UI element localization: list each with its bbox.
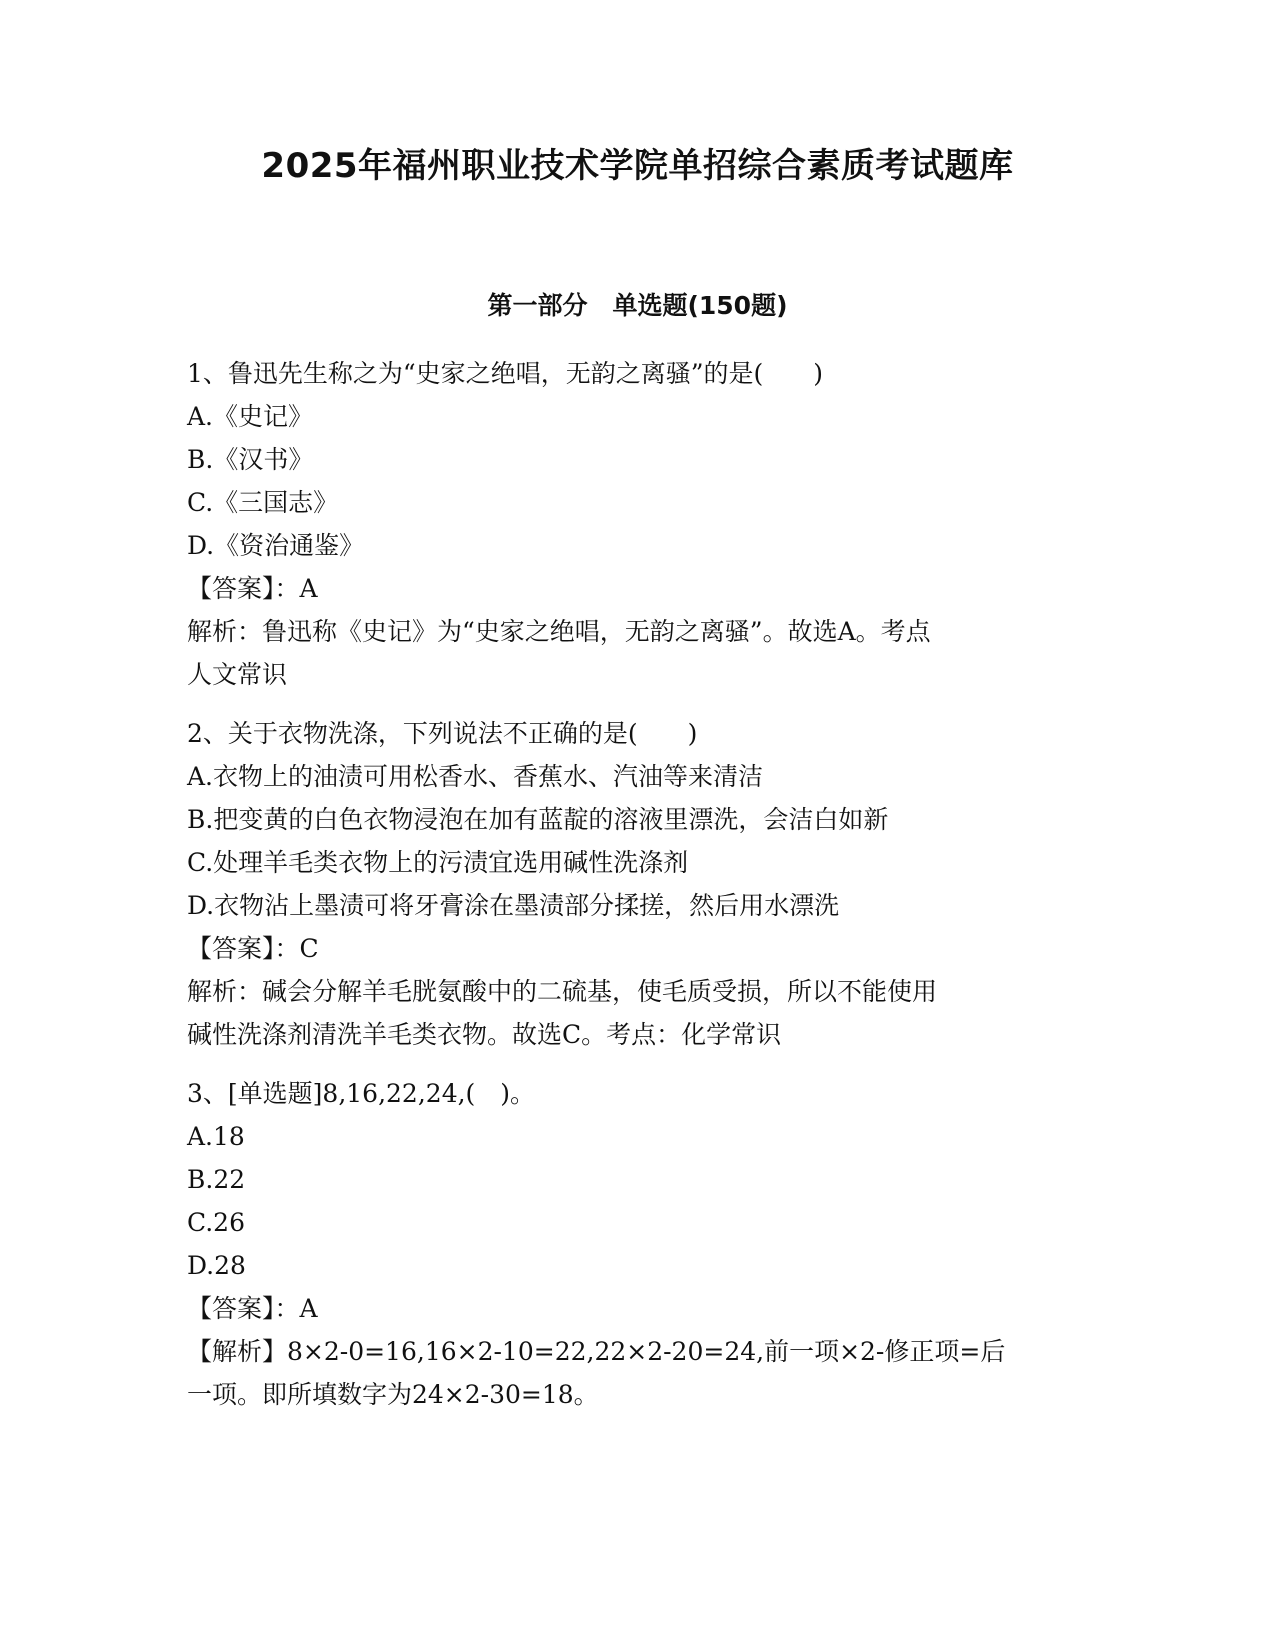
option-d: D.衣物沾上墨渍可将牙膏涂在墨渍部分揉搓，然后用水漂洗 [187,891,840,920]
question-stem: 2、关于衣物洗涤，下列说法不正确的是( ) [187,719,698,748]
question-3 [187,1072,1087,1416]
section-title: 第一部分 单选题(150题) [487,291,788,320]
analysis-line: 解析：碱会分解羊毛胱氨酸中的二硫基，使毛质受损，所以不能使用 [187,977,938,1006]
analysis-line: 人文常识 [187,660,288,689]
option-b: B.把变黄的白色衣物浸泡在加有蓝靛的溶液里漂洗，会洁白如新 [187,805,889,834]
question-stem: 3、[单选题]8,16,22,24,( )。 [187,1079,536,1108]
option-a: A.18 [187,1122,245,1151]
answer: 【答案】：A [187,1294,318,1323]
option-b: B.22 [187,1165,246,1194]
option-c: C.处理羊毛类衣物上的污渍宜选用碱性洗涤剂 [187,848,689,877]
analysis-line: 【解析】8×2-0=16,16×2-10=22,22×2-20=24,前一项×2-修正项=后 [187,1337,1006,1366]
option-d: D.28 [187,1251,246,1280]
analysis-line: 解析：鲁迅称《史记》为“史家之绝唱，无韵之离骚”。故选A。考点 [187,617,931,646]
option-a: A.衣物上的油渍可用松香水、香蕉水、汽油等来清洁 [187,762,764,791]
question-2 [187,712,1087,1056]
option-c: C.《三国志》 [187,488,339,517]
question-stem: 1、鲁迅先生称之为“史家之绝唱，无韵之离骚”的是( ) [187,359,823,388]
question-1 [187,352,1087,696]
answer: 【答案】：A [187,574,318,603]
option-b: B.《汉书》 [187,445,314,474]
answer: 【答案】：C [187,934,319,963]
option-a: A.《史记》 [187,402,314,431]
question-list [187,352,1087,1416]
analysis-line: 碱性洗涤剂清洗羊毛类衣物。故选C。考点：化学常识 [187,1020,782,1049]
document-title: 2025年福州职业技术学院单招综合素质考试题库 [261,146,1014,186]
analysis-line: 一项。即所填数字为24×2-30=18。 [187,1380,599,1409]
option-c: C.26 [187,1208,245,1237]
option-d: D.《资治通鉴》 [187,531,365,560]
